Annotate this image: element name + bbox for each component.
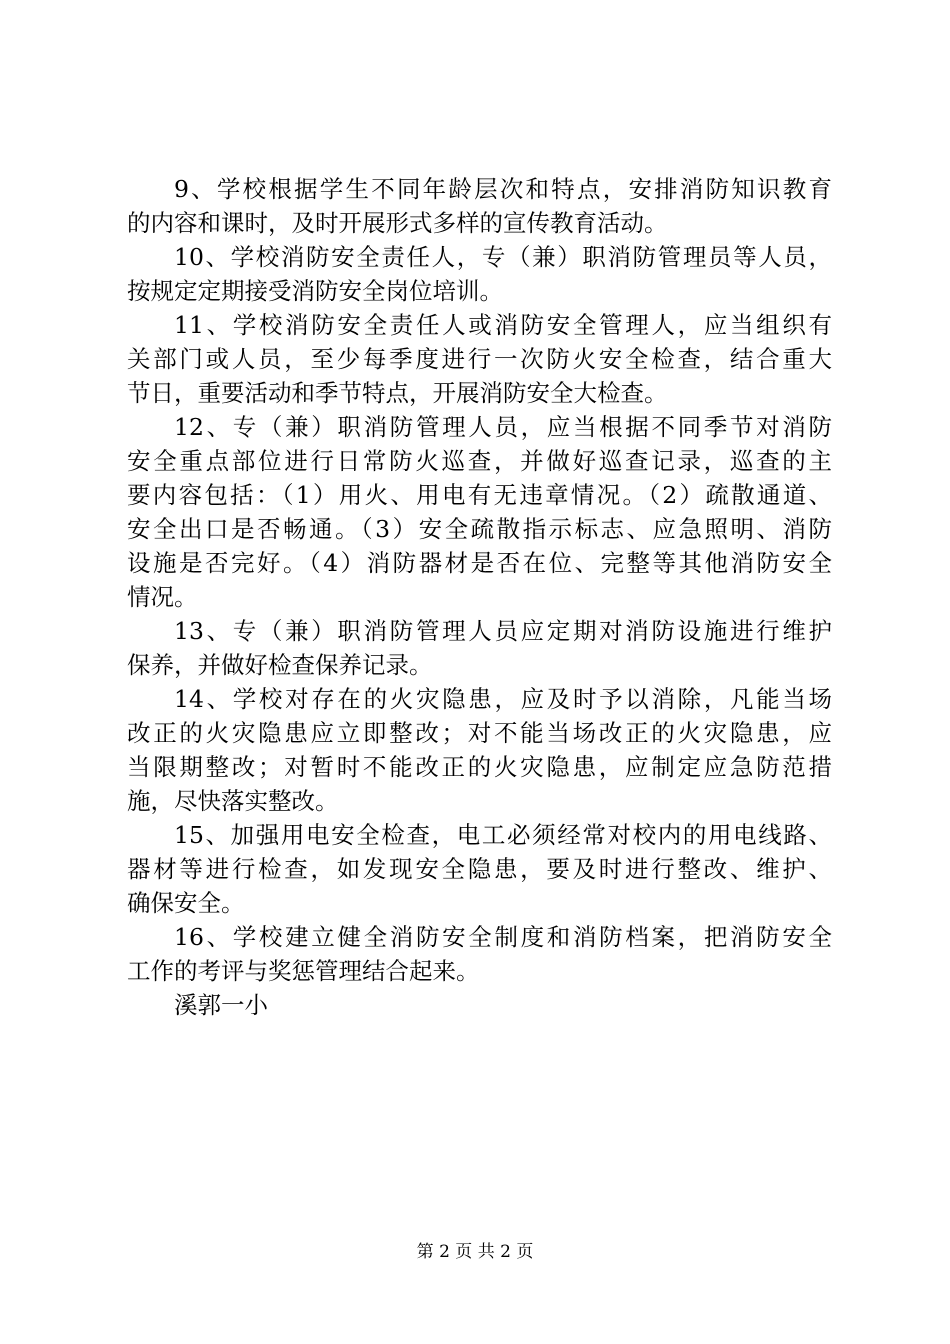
paragraph-line: 安全出口是否畅通。（3）安全疏散指示标志、应急照明、消防 (127, 515, 832, 543)
paragraph-line: 节日，重要活动和季节特点，开展消防安全大检查。 (127, 379, 668, 407)
paragraph-item-14 (127, 682, 832, 818)
paragraph-line: 当限期整改；对暂时不能改正的火灾隐患，应制定应急防范措 (127, 753, 832, 781)
paragraph-line: 确保安全。 (127, 889, 245, 917)
paragraph-line: 施，尽快落实整改。 (127, 787, 339, 815)
paragraph-item-16 (127, 920, 832, 988)
paragraph-item-10 (127, 240, 832, 308)
paragraph-line: 15、加强用电安全检查，电工必须经常对校内的用电线路、 (174, 821, 832, 849)
document-body (127, 172, 832, 1022)
paragraph-item-11 (127, 308, 832, 410)
paragraph-line: 保养，并做好检查保养记录。 (127, 651, 433, 679)
paragraph-line: 改正的火灾隐患应立即整改；对不能当场改正的火灾隐患，应 (127, 719, 832, 747)
paragraph-line: 安全重点部位进行日常防火巡查，并做好巡查记录，巡查的主 (127, 447, 832, 475)
paragraph-line: 16、学校建立健全消防安全制度和消防档案，把消防安全 (174, 923, 832, 951)
paragraph-line: 器材等进行检查，如发现安全隐患，要及时进行整改、维护、 (127, 855, 832, 883)
page-number-footer: 第 2 页 共 2 页 (416, 1242, 534, 1262)
paragraph-line: 10、学校消防安全责任人，专（兼）职消防管理员等人员， (174, 243, 832, 271)
paragraph-item-13 (127, 614, 832, 682)
paragraph-item-9 (127, 172, 832, 240)
paragraph-item-15 (127, 818, 832, 920)
paragraph-line: 情况。 (127, 583, 198, 611)
paragraph-line: 13、专（兼）职消防管理人员应定期对消防设施进行维护 (174, 617, 832, 645)
paragraph-line: 设施是否完好。（4）消防器材是否在位、完整等其他消防安全 (127, 549, 832, 577)
school-signature: 溪郭一小 (174, 991, 268, 1019)
paragraph-line: 的内容和课时，及时开展形式多样的宣传教育活动。 (127, 209, 668, 237)
paragraph-item-12 (127, 410, 832, 614)
paragraph-line: 工作的考评与奖惩管理结合起来。 (127, 957, 480, 985)
paragraph-line: 关部门或人员，至少每季度进行一次防火安全检查，结合重大 (127, 345, 832, 373)
paragraph-line: 12、专（兼）职消防管理人员，应当根据不同季节对消防 (174, 413, 832, 441)
paragraph-line: 按规定定期接受消防安全岗位培训。 (127, 277, 503, 305)
paragraph-line: 要内容包括：（1）用火、用电有无违章情况。（2）疏散通道、 (127, 481, 832, 509)
paragraph-line: 9、学校根据学生不同年龄层次和特点，安排消防知识教育 (174, 175, 832, 203)
paragraph-line: 14、学校对存在的火灾隐患，应及时予以消除，凡能当场 (174, 685, 832, 713)
paragraph-line: 11、学校消防安全责任人或消防安全管理人，应当组织有 (174, 311, 832, 339)
signature-block (127, 988, 832, 1022)
